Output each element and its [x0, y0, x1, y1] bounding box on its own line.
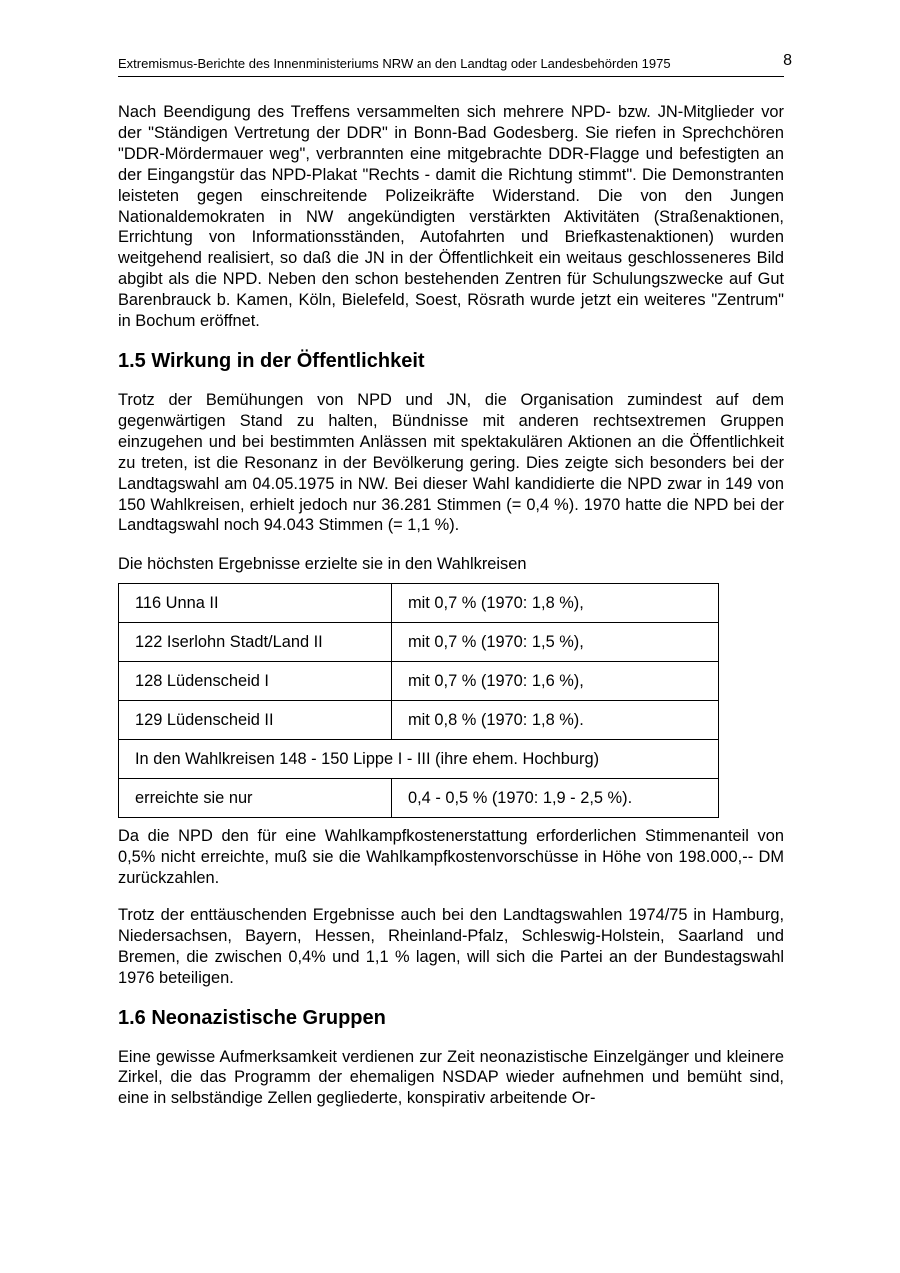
district-cell: 116 Unna II — [119, 584, 392, 623]
table-row — [119, 662, 719, 701]
result-cell: mit 0,7 % (1970: 1,5 %), — [392, 623, 719, 662]
table-row — [119, 623, 719, 662]
page-number: 8 — [783, 52, 792, 69]
table-row — [119, 701, 719, 740]
section-1-5-paragraph-3: Trotz der enttäuschenden Ergebnisse auch bei den Landtagswahlen 1974/75 in Hamburg, Niedersachsen, Bayern, Hessen, Rheinland-Pfalz, Schleswig-Holstein, Saarland und Bremen, die zwischen 0,4% und 1,1 % lagen, will sich die Partei an der Bundestagswahl 1976 beteiligen. — [118, 905, 784, 987]
result-cell: mit 0,8 % (1970: 1,8 %). — [392, 701, 719, 740]
result-cell: mit 0,7 % (1970: 1,8 %), — [392, 584, 719, 623]
result-cell: mit 0,7 % (1970: 1,6 %), — [392, 662, 719, 701]
district-cell: erreichte sie nur — [119, 779, 392, 818]
header-title: Extremismus-Berichte des Innenministeriums NRW an den Landtag oder Landesbehörden 1975 — [118, 56, 671, 71]
section-heading-1-5: 1.5 Wirkung in der Öffentlichkeit — [118, 349, 425, 372]
span-cell: In den Wahlkreisen 148 - 150 Lippe I - III (ihre ehem. Hochburg) — [119, 740, 719, 779]
district-cell: 122 Iserlohn Stadt/Land II — [119, 623, 392, 662]
section-1-5-paragraph-2: Da die NPD den für eine Wahlkampfkostenerstattung erforderlichen Stimmenanteil von 0,5% nicht erreichte, muß sie die Wahlkampfkostenvorschüsse in Höhe von 198.000,-- DM zurückzahlen. — [118, 827, 784, 888]
table-intro: Die höchsten Ergebnisse erzielte sie in den Wahlkreisen — [118, 555, 527, 574]
district-cell: 129 Lüdenscheid II — [119, 701, 392, 740]
section-heading-1-6: 1.6 Neonazistische Gruppen — [118, 1006, 386, 1029]
page-content — [118, 102, 784, 1109]
section-1-6-paragraph-1: Eine gewisse Aufmerksamkeit verdienen zur Zeit neonazistische Einzelgänger und kleinere Zirkel, die das Programm der ehemaligen NSDAP wieder aufnehmen und bemüht sind, eine in selbständige Zellen gegliederte, konspirativ arbeitende Or- — [118, 1047, 784, 1108]
table-row — [119, 740, 719, 779]
intro-paragraph: Nach Beendigung des Treffens versammelten sich mehrere NPD- bzw. JN-Mitglieder vor der "Ständigen Vertretung der DDR" in Bonn-Bad Godesberg. Sie riefen in Sprechchören "DDR-Mördermauer weg", verbrannten eine mitgebrachte DDR-Flagge und befestigten an der Eingangstür das NPD-Plakat "Rechts - damit die Richtung stimmt". Die Demonstranten leisteten gegen einschreitende Polizeikräfte Widerstand. Die von den Jungen Nationaldemokraten in NW angekündigten verstärkten Aktivitäten (Straßenaktionen, Errichtung von Informationsständen, Autofahrten und Briefkastenaktionen) wurden weitgehend realisiert, so daß die JN in der Öffentlichkeit ein weitaus geschlosseneres Bild abgibt als die NPD. Neben den schon bestehenden Zentren für Schulungszwecke auf Gut Barenbrauck b. Kamen, Köln, Bielefeld, Soest, Rösrath wurde jetzt ein weiteres "Zentrum" in Bochum eröffnet. — [118, 103, 784, 331]
election-results-table — [118, 583, 719, 818]
page-header — [118, 52, 792, 77]
district-cell: 128 Lüdenscheid I — [119, 662, 392, 701]
result-cell: 0,4 - 0,5 % (1970: 1,9 - 2,5 %). — [392, 779, 719, 818]
table-row — [119, 584, 719, 623]
section-1-5-paragraph-1: Trotz der Bemühungen von NPD und JN, die Organisation zumindest auf dem gegenwärtigen Stand zu halten, Bündnisse mit anderen rechtsextremen Gruppen einzugehen und bei bestimmten Anlässen mit spektakulären Aktionen an die Öffentlichkeit zu treten, ist die Resonanz in der Bevölkerung gering. Dies zeigte sich besonders bei der Landtagswahl am 04.05.1975 in NW. Bei dieser Wahl kandidierte die NPD zwar in 149 von 150 Wahlkreisen, erhielt jedoch nur 36.281 Stimmen (= 0,4 %). 1970 hatte die NPD bei der Landtagswahl noch 94.043 Stimmen (= 1,1 %). — [118, 390, 784, 535]
table-row — [119, 779, 719, 818]
